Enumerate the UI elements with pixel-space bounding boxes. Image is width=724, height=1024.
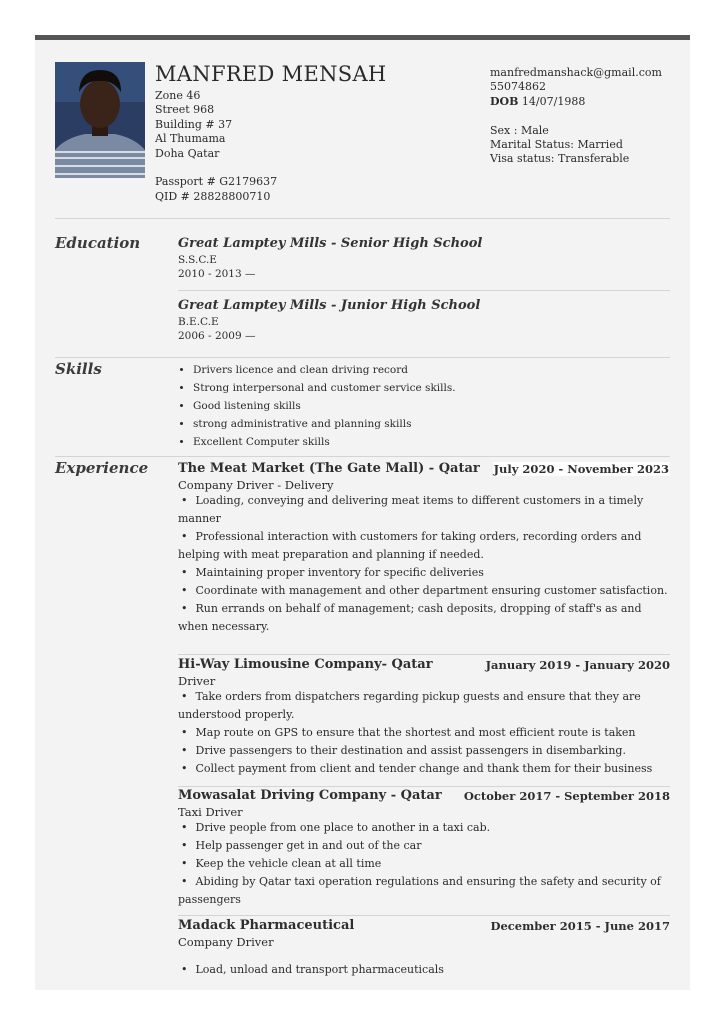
company-name: Hi-Way Limousine Company- Qatar xyxy=(178,657,433,672)
passport-number: Passport # G2179637 xyxy=(155,175,278,189)
school-name: Great Lamptey Mills - Junior High School xyxy=(178,298,481,313)
duty-list xyxy=(178,688,670,778)
marital-status: Marital Status: Married xyxy=(490,138,623,152)
dob-label: DOB xyxy=(490,94,519,108)
qid-number: QID # 28828800710 xyxy=(155,189,271,203)
email: manfredmanshack@gmail.com xyxy=(490,66,662,79)
skill-item: • Good listening skills xyxy=(193,397,456,415)
phone: 55074862 xyxy=(490,80,546,94)
duty-item: • Load, unload and transport pharmaceuticals xyxy=(178,961,670,979)
dob-line xyxy=(490,95,662,109)
job-dates: December 2015 - June 2017 xyxy=(490,919,670,933)
divider xyxy=(178,290,670,291)
address-block xyxy=(155,89,277,204)
divider xyxy=(178,915,670,916)
job-entry xyxy=(178,657,670,778)
divider xyxy=(55,456,670,457)
address-line: Al Thumama xyxy=(155,132,226,146)
school-years: 2006 - 2009 — xyxy=(178,330,256,342)
education-heading: Education xyxy=(55,234,141,252)
candidate-name: MANFRED MENSAH xyxy=(155,62,387,86)
skill-item: • strong administrative and planning skills xyxy=(193,415,456,433)
job-entry xyxy=(178,461,670,636)
job-role: Company Driver - Delivery xyxy=(178,478,334,492)
duty-item: • Keep the vehicle clean at all time xyxy=(178,855,670,873)
duty-item: • Drive passengers to their destination and assist passengers in disembarking. xyxy=(178,742,670,760)
skill-item: • Strong interpersonal and customer service skills. xyxy=(193,379,456,397)
duty-list xyxy=(178,492,670,636)
job-role: Taxi Driver xyxy=(178,805,243,819)
job-role: Driver xyxy=(178,674,216,688)
sex: Sex : Male xyxy=(490,123,549,137)
job-dates: January 2019 - January 2020 xyxy=(485,658,670,672)
company-name: Madack Pharmaceutical xyxy=(178,918,355,933)
job-dates: October 2017 - September 2018 xyxy=(463,789,670,803)
divider xyxy=(55,357,670,358)
dob-value: 14/07/1988 xyxy=(521,94,586,108)
address-line: Zone 46 xyxy=(155,89,201,102)
contact-block xyxy=(490,66,662,167)
divider xyxy=(55,218,670,219)
profile-photo xyxy=(55,62,145,178)
skills-heading: Skills xyxy=(55,360,102,378)
duty-item: • Abiding by Qatar taxi operation regulations and ensuring the safety and security of passengers xyxy=(178,873,670,909)
school-years: 2010 - 2013 — xyxy=(178,268,256,280)
divider xyxy=(178,786,670,787)
experience-heading: Experience xyxy=(55,459,149,477)
duty-item: • Take orders from dispatchers regarding pickup guests and ensure that they are understood properly. xyxy=(178,688,670,724)
visa-status: Visa status: Transferable xyxy=(490,152,630,166)
duty-item: • Help passenger get in and out of the car xyxy=(178,837,670,855)
duty-item: • Map route on GPS to ensure that the shortest and most efficient route is taken xyxy=(178,724,670,742)
duty-item: • Collect payment from client and tender change and thank them for their business xyxy=(178,760,670,778)
skill-item: • Drivers licence and clean driving record xyxy=(193,361,456,379)
school-name: Great Lamptey Mills - Senior High School xyxy=(178,236,483,251)
duty-item: • Run errands on behalf of management; cash deposits, dropping of staff's as and when necessary. xyxy=(178,600,670,636)
divider xyxy=(178,654,670,655)
certificate: S.S.C.E xyxy=(178,254,217,266)
duty-item: • Coordinate with management and other department ensuring customer satisfaction. xyxy=(178,582,670,600)
job-entry xyxy=(178,788,670,909)
certificate: B.E.C.E xyxy=(178,316,219,328)
duty-list xyxy=(178,961,670,979)
duty-item: • Drive people from one place to another in a taxi cab. xyxy=(178,819,670,837)
job-dates: July 2020 - November 2023 xyxy=(493,462,669,476)
duty-item: • Maintaining proper inventory for specific deliveries xyxy=(178,564,670,582)
address-line: Doha Qatar xyxy=(155,146,220,160)
duty-list xyxy=(178,819,670,909)
job-role: Company Driver xyxy=(178,935,274,949)
job-entry xyxy=(178,918,670,979)
duty-item: • Loading, conveying and delivering meat items to different customers in a timely manner xyxy=(178,492,670,528)
company-name: The Meat Market (The Gate Mall) - Qatar xyxy=(178,461,480,476)
duty-item: • Professional interaction with customers for taking orders, recording orders and helping with meat preparation and planning if needed. xyxy=(178,528,670,564)
resume-page xyxy=(35,40,690,990)
skills-list xyxy=(178,361,456,451)
address-line: Street 968 xyxy=(155,103,215,117)
skill-item: • Excellent Computer skills xyxy=(193,433,456,451)
address-line: Building # 37 xyxy=(155,117,233,131)
company-name: Mowasalat Driving Company - Qatar xyxy=(178,788,442,803)
